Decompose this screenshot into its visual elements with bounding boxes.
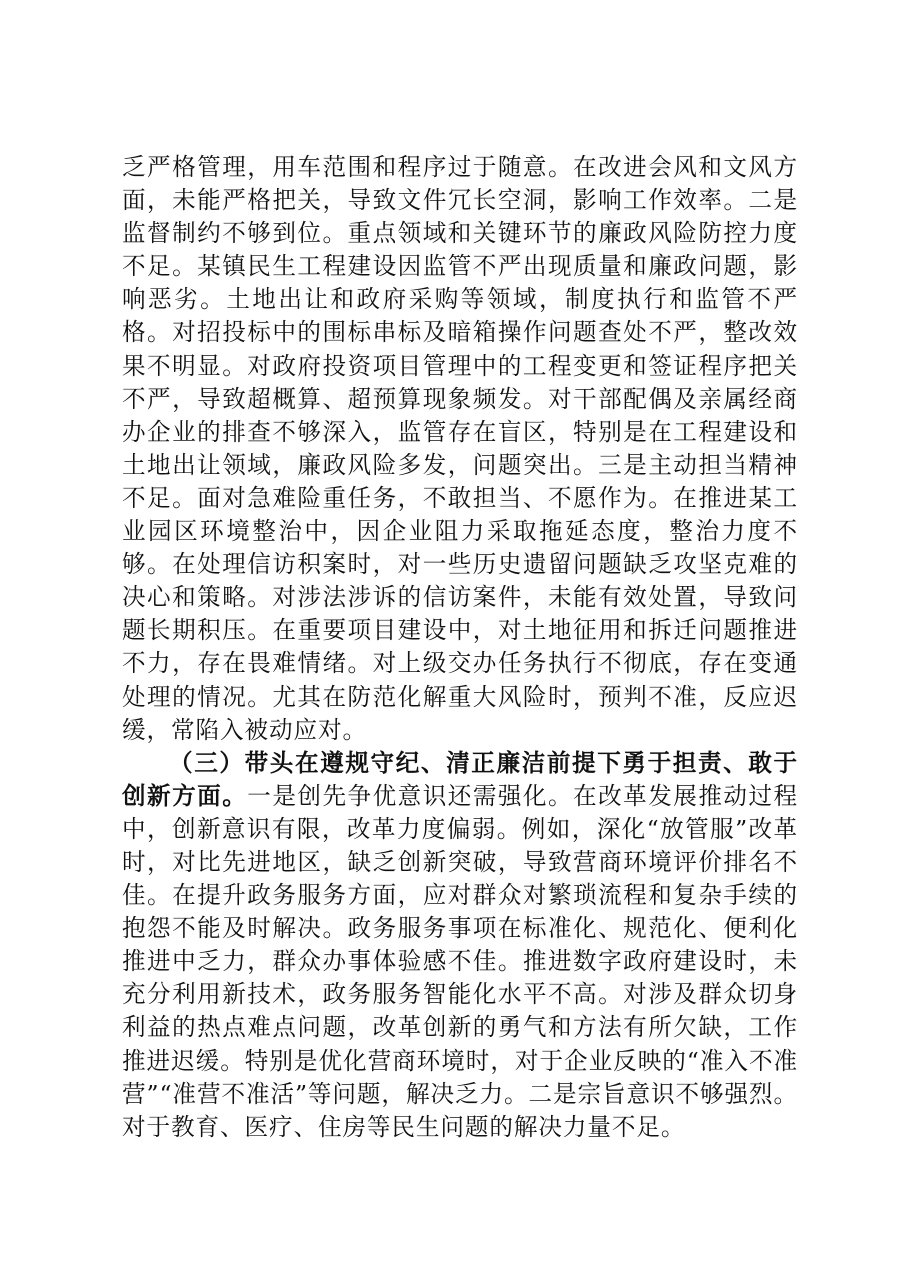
document-body — [122, 151, 798, 1144]
paragraph-text: 乏严格管理，用车范围和程序过于随意。在改进会风和文风方面，未能严格把关，导致文件冗长空洞，影响工作效率。二是监督制约不够到位。重点领域和关键环节的廉政风险防控力度不足。某镇民生工程建设因监管不严出现质量和廉政问题，影响恶劣。土地出让和政府采购等领域，制度执行和监管不严格。对招投标中的围标串标及暗箱操作问题查处不严，整改效果不明显。对政府投资项目管理中的工程变更和签证程序把关不严，导致超概算、超预算现象频发。对干部配偶及亲属经商办企业的排查不够深入，监管存在盲区，特别是在工程建设和土地出让领域，廉政风险多发，问题突出。三是主动担当精神不足。面对急难险重任务，不敢担当、不愿作为。在推进某工业园区环境整治中，因企业阻力采取拖延态度，整治力度不够。在处理信访积案时，对一些历史遗留问题缺乏攻坚克难的决心和策略。对涉法涉诉的信访案件，未能有效处置，导致问题长期积压。在重要项目建设中，对土地征用和拆迁问题推进不力，存在畏难情绪。对上级交办任务执行不彻底，存在变通处理的情况。尤其在防范化解重大风险时，预判不准，反应迟缓，常陷入被动应对。 — [122, 153, 798, 744]
paragraph-continuation — [122, 151, 798, 747]
paragraph-section-three — [122, 747, 798, 1144]
paragraph-text: 一是创先争优意识还需强化。在改革发展推动过程中，创新意识有限，改革力度偏弱。例如，深化“放管服”改革时，对比先进地区，缺乏创新突破，导致营商环境评价排名不佳。在提升政务服务方面，应对群众对繁琐流程和复杂手续的抱怨不能及时解决。政务服务事项在标准化、规范化、便利化推进中乏力，群众办事体验感不佳。推进数字政府建设时，未充分利用新技术，政务服务智能化水平不高。对涉及群众切身利益的热点难点问题，改革创新的勇气和方法有所欠缺，工作推进迟缓。特别是优化营商环境时，对于企业反映的“准入不准营”“准营不准活”等问题，解决乏力。二是宗旨意识不够强烈。对于教育、医疗、住房等民生问题的解决力量不足。 — [122, 781, 798, 1141]
section-heading: （三）带头在遵规守纪、清正廉洁前提下勇于担责、敢于创新方面。 — [122, 748, 798, 810]
